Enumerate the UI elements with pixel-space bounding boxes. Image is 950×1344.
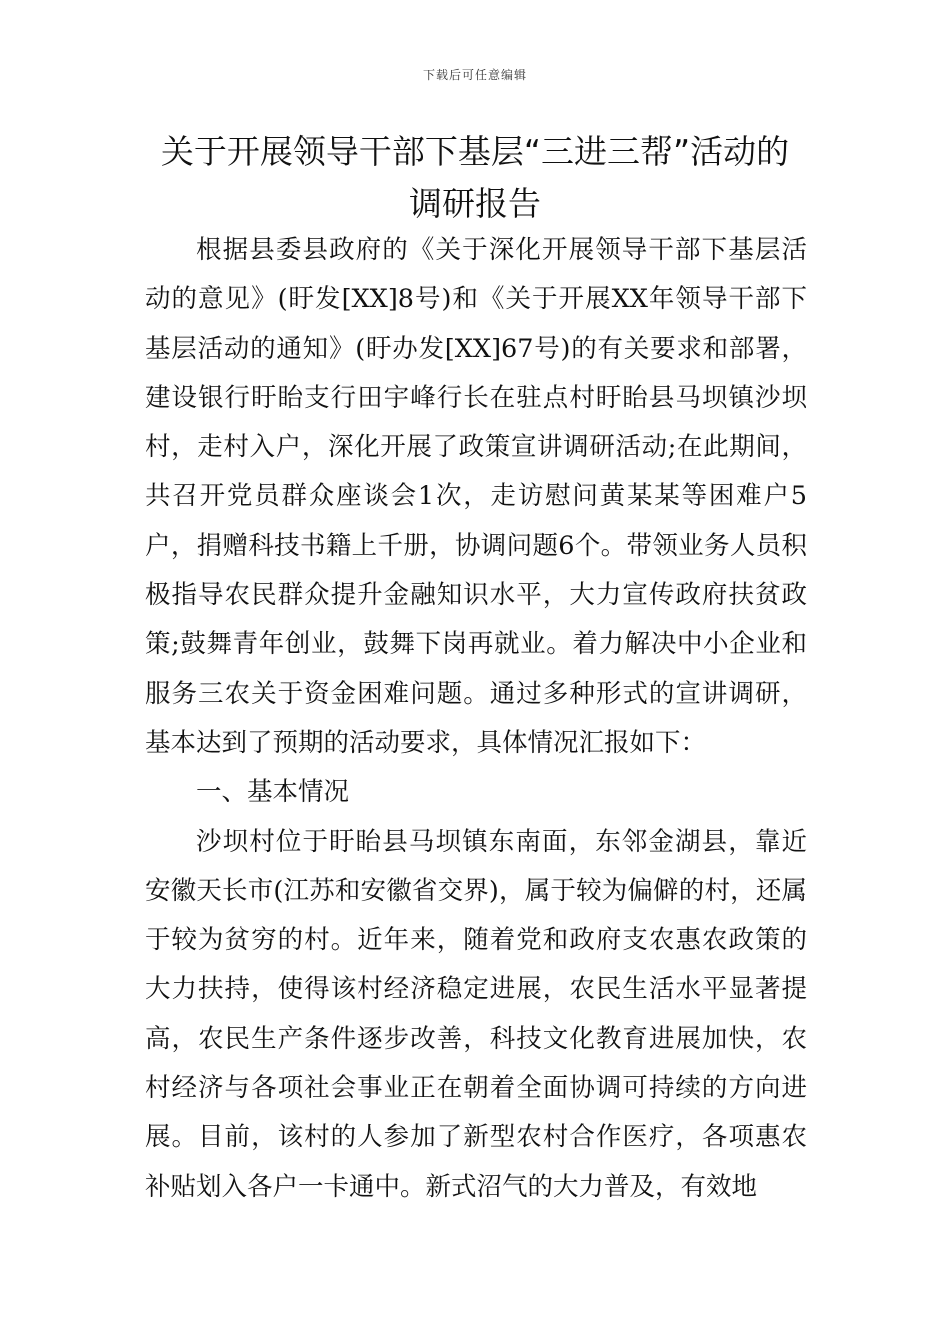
document-title: 关于开展领导干部下基层“三进三帮”活动的调研报告 <box>160 132 790 223</box>
paragraph-village-overview: 沙坝村位于盱眙县马坝镇东南面，东邻金湖县，靠近安徽天长市(江苏和安徽省交界)，属于较为偏僻的村，还属于较为贫穷的村。近年来，随着党和政府支农惠农政策的大力扶持，使得该村经济稳定进展，农民生活水平显著提高，农民生产条件逐步改善，科技文化教育进展加快，农村经济与各项社会事业正在朝着全面协调可持续的方向进展。目前，该村的人参加了新型农村合作医疗，各项惠农补贴划入各户一卡通中。新式沼气的大力普及，有效地 <box>145 826 807 1202</box>
section-heading-basic-situation: 一、基本情况 <box>196 777 350 808</box>
header-note: 下载后可任意编辑 <box>422 68 527 82</box>
document-body <box>145 226 807 1212</box>
paragraph-intro: 根据县委县政府的《关于深化开展领导干部下基层活动的意见》(盱发[XX]8号)和《关于开展XX年领导干部下基层活动的通知》(盱办发[XX]67号)的有关要求和部署，建设银行盱眙支行田宇峰行长在驻点村盱眙县马坝镇沙坝村，走村入户，深化开展了政策宣讲调研活动;在此期间，共召开党员群众座谈会1次，走访慰问黄某某等困难户5户，捐赠科技书籍上千册，协调问题6个。带领业务人员积极指导农民群众提升金融知识水平，大力宣传政府扶贫政策;鼓舞青年创业，鼓舞下岗再就业。着力解决中小企业和服务三农关于资金困难问题。通过多种形式的宣讲调研，基本达到了预期的活动要求，具体情况汇报如下： <box>145 235 807 758</box>
